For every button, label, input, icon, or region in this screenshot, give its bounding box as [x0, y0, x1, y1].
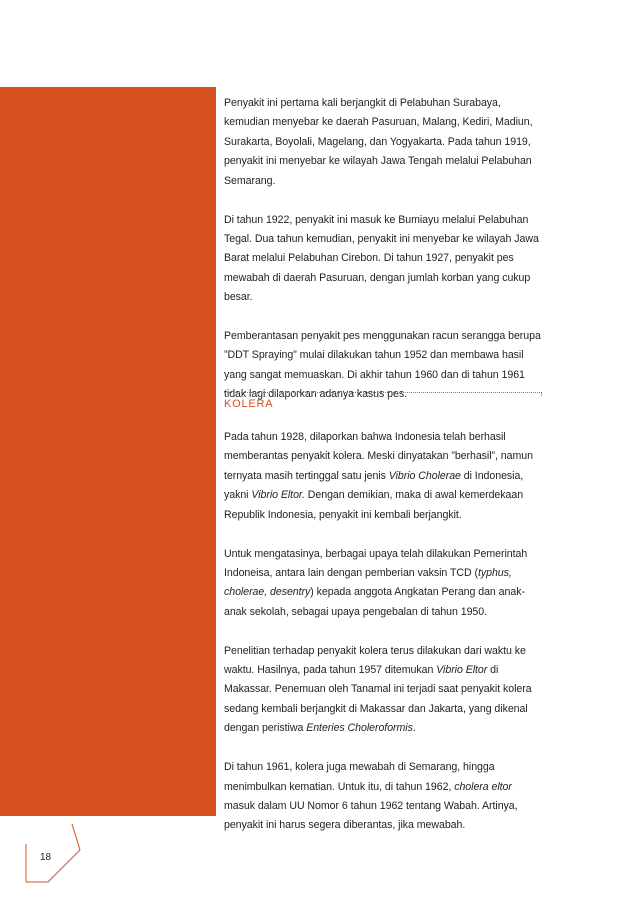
text-run: masuk dalam UU Nomor 6 tahun 1962 tentang Wabah. Artinya, penyakit ini harus segera diberantas, jika mewabah. [224, 800, 518, 832]
text-run: di Indonesia, yakni [224, 469, 524, 502]
text-run: Pemberantasan penyakit pes menggunakan racun serangga berupa ”DDT Spraying” mulai dilakukan tahun 1952 dan membawa hasil yang sangat memuaskan. Di akhir tahun 1960 dan di tahun 1961 tidak lagi dilaporkan adanya kasus pes. [224, 330, 541, 401]
paragraph [224, 327, 542, 405]
body-text-top [224, 94, 542, 405]
text-run: Untuk mengatasinya, berbagai upaya telah dilakukan Pemerintah Indoneisa, antara lain dengan pemberian vaksin TCD ( [224, 547, 528, 579]
italic-term: cholera eltor [454, 780, 512, 793]
paragraph [224, 758, 542, 836]
text-run: di Makassar. Penemuan oleh Tanamal ini terjadi saat penyakit kolera sedang kembali berjangkit di Makassar dan Jakarta, yang dikenal dengan peristiwa [224, 664, 532, 735]
italic-term: typhus, cholerae, desentry [224, 566, 512, 599]
text-run: ) kepada anggota Angkatan Perang dan anak-anak sekolah, sebagai upaya pengebalan di tahun 1950. [224, 586, 525, 618]
text-run: . [412, 722, 416, 735]
italic-term: Enteries Choleroformis [306, 722, 413, 735]
text-run: Di tahun 1922, penyakit ini masuk ke Bumiayu melalui Pelabuhan Tegal. Dua tahun kemudian, penyakit ini menyebar ke wilayah Jawa Barat melalui Pelabuhan Cirebon. Di tahun 1927, penyakit pes mewabah di daerah Pasuruan, dengan jumlah korban yang cukup besar. [224, 213, 539, 304]
text-run: Penelitian terhadap penyakit kolera terus dilakukan dari waktu ke waktu. Hasilnya, pada tahun 1957 ditemukan [224, 644, 526, 677]
italic-term: Vibrio Cholerae [388, 469, 461, 482]
body-text-bottom [224, 428, 542, 836]
page-number-frame-icon [24, 822, 84, 884]
page-number-badge [24, 822, 84, 884]
paragraph [224, 642, 542, 739]
paragraph [224, 428, 542, 525]
text-run: Dengan demikian, maka di awal kemerdekaan Republik Indonesia, penyakit ini kembali berjangkit. [224, 489, 524, 521]
text-run: Di tahun 1961, kolera juga mewabah di Semarang, hingga menimbulkan kematian. Untuk itu, di tahun 1962, [224, 761, 495, 793]
section-divider-tick [541, 392, 542, 396]
page-number: 18 [40, 852, 52, 863]
section-title: KOLERA [224, 398, 274, 410]
paragraph [224, 545, 542, 623]
section-divider [224, 392, 542, 393]
text-run: Penyakit ini pertama kali berjangkit di Pelabuhan Surabaya, kemudian menyebar ke daerah Pasuruan, Malang, Kediri, Madiun, Surakarta, Boyolali, Magelang, dan Yogyakarta. Pada tahun 1919, penyakit ini menyebar ke wilayah Jawa Tengah melalui Pelabuhan Semarang. [224, 97, 533, 187]
orange-side-panel [0, 87, 216, 816]
italic-term: Vibrio Eltor [436, 664, 488, 677]
paragraph [224, 211, 542, 308]
paragraph [224, 94, 542, 191]
text-run: Pada tahun 1928, dilaporkan bahwa Indonesia telah berhasil memberantas penyakit kolera. Meski dinyatakan ”berhasil”, namun ternyata masih tertinggal satu jenis [224, 431, 533, 482]
italic-term: Vibrio Eltor. [251, 489, 305, 502]
